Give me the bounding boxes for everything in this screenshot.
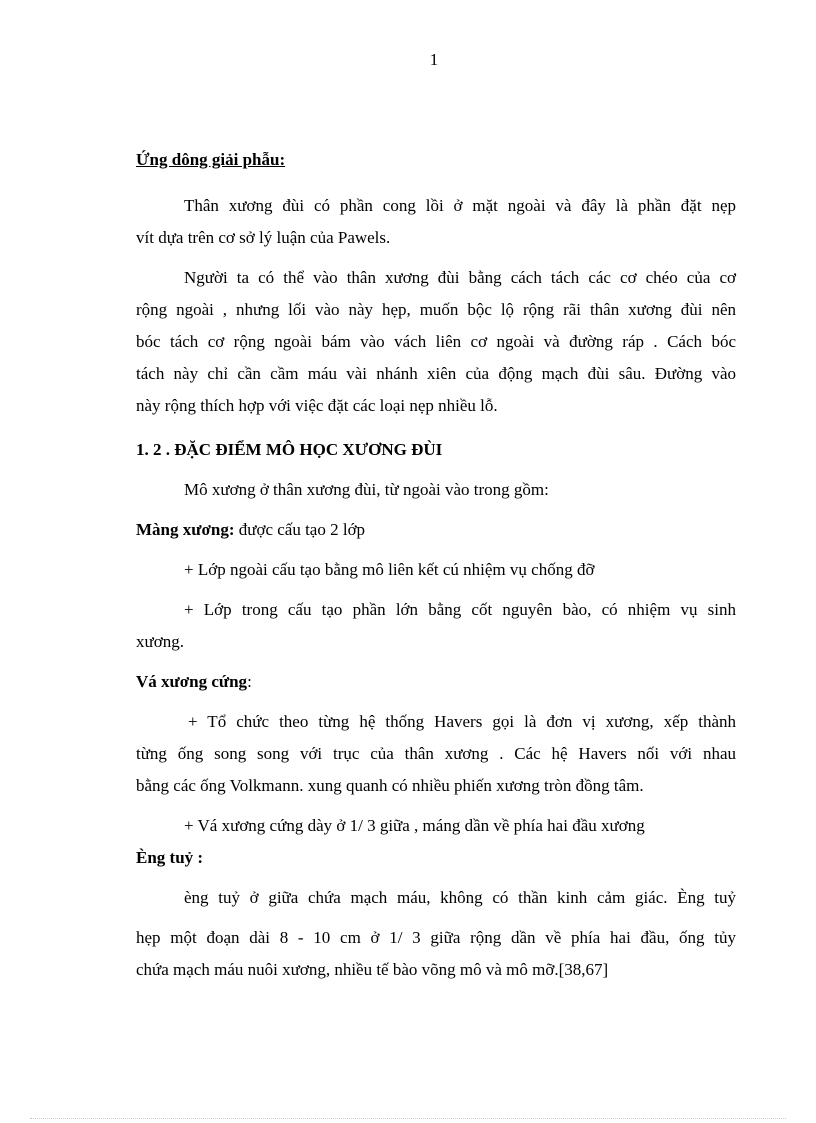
paragraph-line: rộng ngoài , nhưng lối vào này hẹp, muốn bộc lộ rộng rãi thân xương đùi nên — [136, 300, 736, 319]
paragraph-line: Thân xương đùi có phần cong lồi ở mặt ngoài và đây là phần đặt nẹp — [184, 196, 736, 215]
term-text: được cấu tạo 2 lớp — [234, 520, 366, 539]
page-number: 1 — [429, 50, 439, 69]
term-line-mang-xuong — [136, 520, 365, 540]
paragraph-line: vít dựa trên cơ sở lý luận của Pawels. — [136, 228, 391, 247]
term-line-va-xuong — [136, 672, 252, 692]
paragraph-line: tách này chỉ cần cầm máu vài nhánh xiên của động mạch đùi sâu. Đường vào — [136, 364, 736, 383]
paragraph-line: này rộng thích hợp với việc đặt các loại nẹp nhiều lỗ. — [136, 396, 498, 415]
term-label: Vá xương cứng — [136, 672, 248, 691]
term-suffix: : — [247, 672, 252, 691]
term-label: Màng xương: — [136, 520, 235, 539]
paragraph-line: Người ta có thể vào thân xương đùi bằng cách tách các cơ chéo của cơ — [184, 268, 736, 287]
page-border — [30, 1118, 786, 1119]
paragraph-line: bóc tách cơ rộng ngoài bám vào vách liên cơ ngoài và đường ráp . Cách bóc — [136, 332, 736, 351]
paragraph-line: chứa mạch máu nuôi xương, nhiều tế bào võng mô và mô mỡ.[38,67] — [136, 960, 609, 979]
list-item-continuation: từng ống song song với trục của thân xương . Các hệ Havers nối với nhau — [136, 744, 736, 763]
list-item: + Vá xương cứng dày ở 1/ 3 giữa , máng dần về phía hai đầu xương — [184, 816, 645, 835]
list-item: + Tổ chức theo từng hệ thống Havers gọi là đơn vị xương, xếp thành — [188, 712, 736, 731]
list-item: + Lớp ngoài cấu tạo bằng mô liên kết cú nhiệm vụ chống đỡ — [184, 560, 595, 579]
list-item-continuation: bằng các ống Volkmann. xung quanh có nhiều phiến xương tròn đồng tâm. — [136, 776, 644, 795]
list-item-continuation: xương. — [136, 632, 184, 651]
list-item: + Lớp trong cấu tạo phần lớn bằng cốt nguyên bào, có nhiệm vụ sinh — [184, 600, 736, 619]
term-line-ong-tuy: Èng tuỷ : — [136, 848, 204, 867]
section-heading-dac-diem: 1. 2 . ĐẶC ĐIỂM MÔ HỌC XƯƠNG ĐÙI — [136, 440, 443, 459]
section-heading-ung-dung: Ứng dông giải phẫu: — [136, 150, 286, 169]
paragraph-line: èng tuỷ ở giữa chứa mạch máu, không có thần kinh cảm giác. Èng tuỷ — [184, 888, 736, 907]
paragraph-line: hẹp một đoạn dài 8 - 10 cm ở 1/ 3 giữa rộng dần về phía hai đầu, ống tủy — [136, 928, 736, 947]
paragraph-line: Mô xương ở thân xương đùi, từ ngoài vào trong gồm: — [184, 480, 549, 499]
